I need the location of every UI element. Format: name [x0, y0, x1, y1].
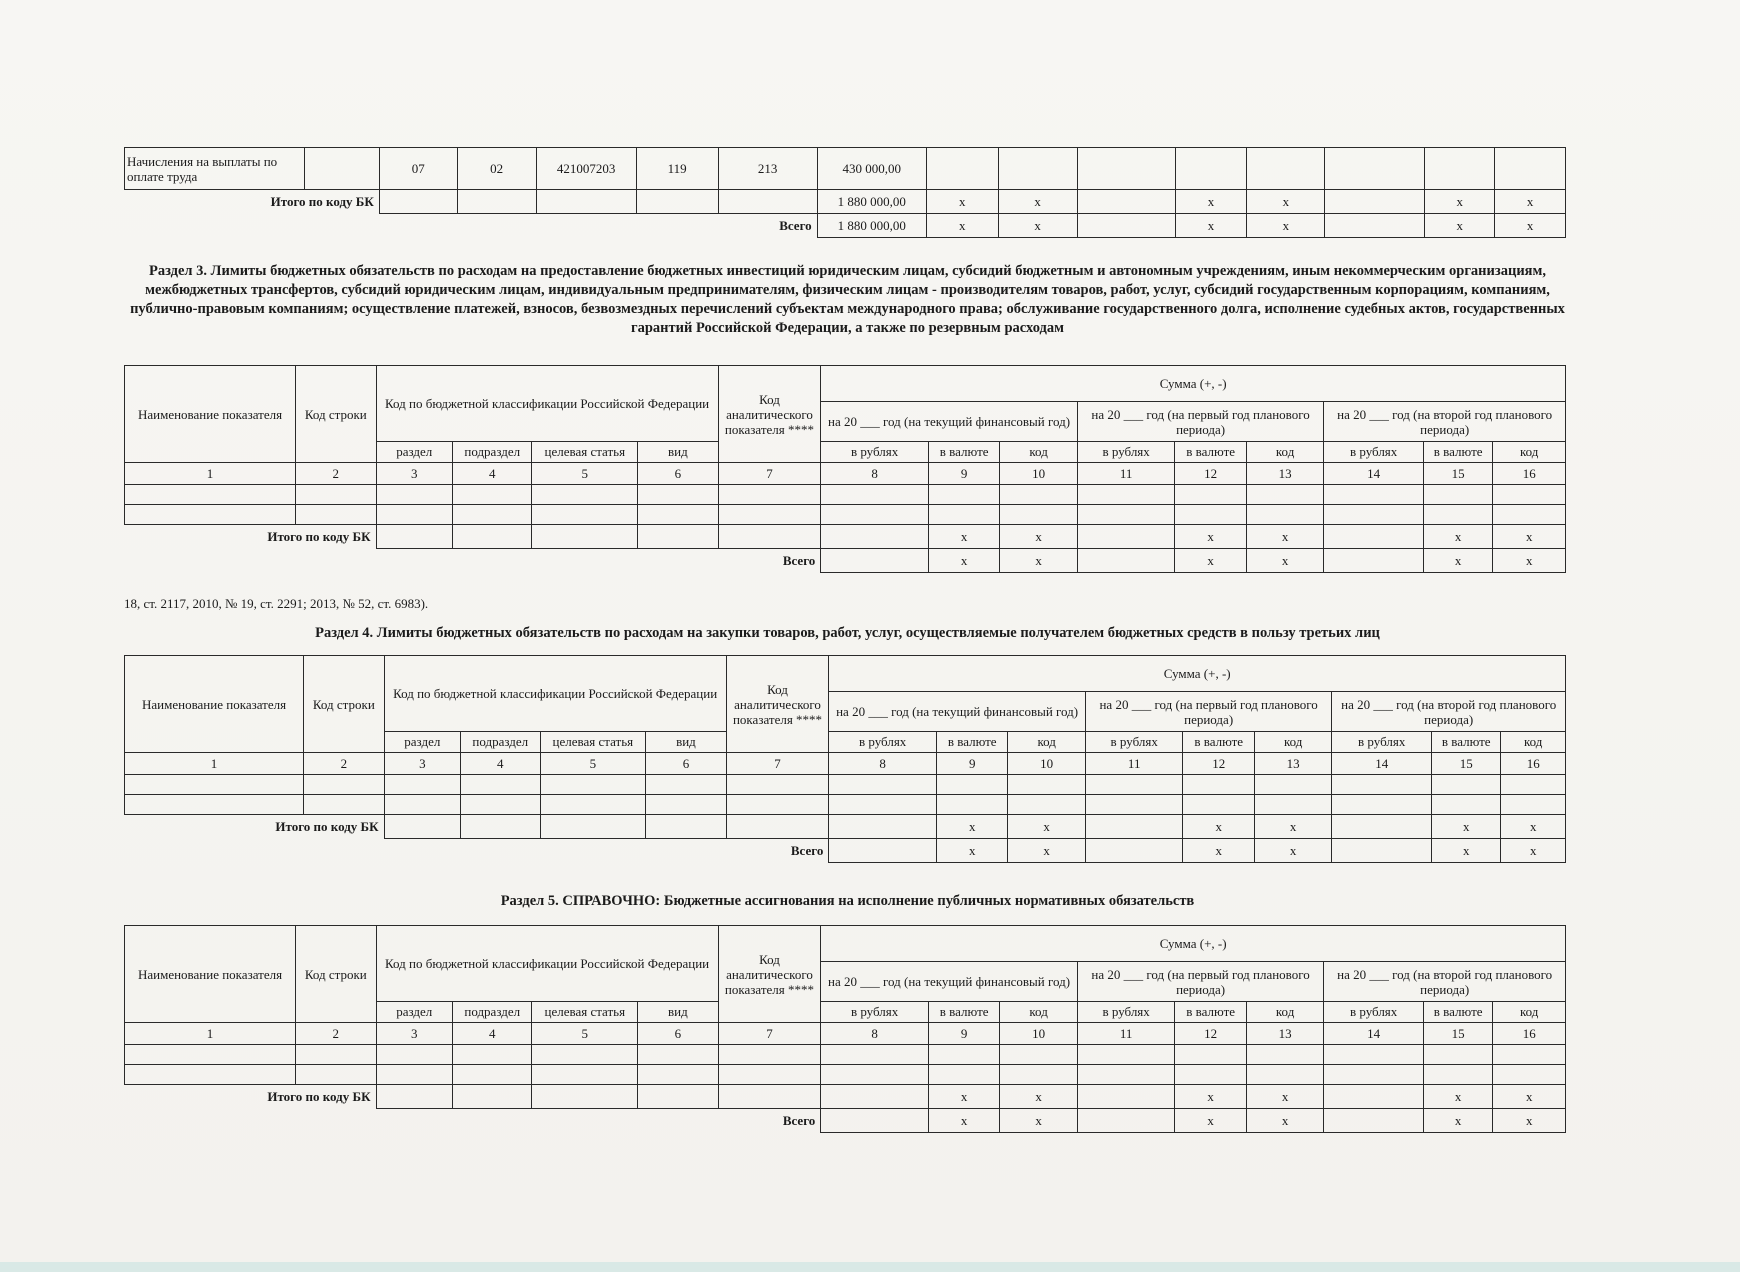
col-num: 1 [125, 463, 296, 485]
col-bk-header: Код по бюджетной классификации Российской Федерации [376, 366, 718, 442]
col-bk-header: Код по бюджетной классификации Российской Федерации [384, 656, 726, 732]
itogo-sum: 1 880 000,00 [817, 190, 926, 214]
vsego-label: Всего [782, 552, 816, 568]
val-header: в валюте [928, 1002, 999, 1023]
val-header: в валюте [1183, 732, 1254, 753]
col-num: 7 [718, 1023, 821, 1045]
x-mark: x [1175, 525, 1246, 549]
col-name-header: Наименование показателя [125, 656, 304, 753]
col-num: 14 [1324, 1023, 1424, 1045]
col-analytic-header: Код аналитического показателя **** [718, 926, 821, 1023]
col-num: 11 [1085, 753, 1183, 775]
col-num: 15 [1423, 1023, 1492, 1045]
x-mark: x [1183, 815, 1254, 839]
podrazdel-header: подраздел [453, 442, 532, 463]
col-num: 16 [1501, 753, 1566, 775]
val-header: в валюте [1175, 442, 1246, 463]
x-mark: x [1246, 525, 1323, 549]
x-mark: x [1493, 1109, 1566, 1133]
celevaya-value: 421007203 [536, 148, 636, 190]
x-mark: x [1254, 815, 1331, 839]
x-mark: x [926, 190, 998, 214]
col-num: 6 [638, 1023, 719, 1045]
x-mark: x [1175, 190, 1247, 214]
val-header: в валюте [936, 732, 1007, 753]
kod-header: код [1000, 442, 1077, 463]
col-num: 16 [1493, 1023, 1566, 1045]
x-mark: x [1247, 214, 1325, 238]
col-num: 5 [540, 753, 646, 775]
vsego-row [125, 549, 1566, 573]
col-num: 10 [1000, 463, 1077, 485]
x-mark: x [936, 839, 1007, 863]
kod-header: код [1246, 1002, 1323, 1023]
section2-tail-table [124, 147, 1566, 238]
footnote-fragment: 18, ст. 2117, 2010, № 19, ст. 2291; 2013, № 52, ст. 6983). [124, 596, 429, 611]
podrazdel-value: 02 [457, 148, 536, 190]
col-num: 12 [1183, 753, 1254, 775]
celevaya-header: целевая статья [532, 1002, 638, 1023]
table-row [125, 148, 1566, 190]
vid-header: вид [646, 732, 727, 753]
rub-header: в рублях [1324, 442, 1424, 463]
year1-header: на 20 ___ год (на текущий финансовый год) [829, 692, 1086, 732]
celevaya-header: целевая статья [540, 732, 646, 753]
vid-header: вид [638, 442, 719, 463]
table-row [125, 1045, 1566, 1065]
x-mark: x [1495, 214, 1566, 238]
year1-header: на 20 ___ год (на текущий финансовый год) [821, 962, 1078, 1002]
column-numbers-row [125, 463, 1566, 485]
year2-header: на 20 ___ год (на первый год планового периода) [1085, 692, 1332, 732]
col-name-header: Наименование показателя [125, 926, 296, 1023]
section5-title: Раздел 5. СПРАВОЧНО: Бюджетные ассигнования на исполнение публичных нормативных обязательств [500, 893, 1195, 909]
vsego-sum: 1 880 000,00 [817, 214, 926, 238]
x-mark: x [1175, 1085, 1246, 1109]
vid-value: 119 [636, 148, 718, 190]
podrazdel-header: подраздел [453, 1002, 532, 1023]
col-num: 11 [1077, 463, 1175, 485]
col-num: 9 [936, 753, 1007, 775]
x-mark: x [1425, 214, 1495, 238]
kod-header: код [1254, 732, 1331, 753]
col-num: 1 [125, 1023, 296, 1045]
col-num: 12 [1175, 1023, 1246, 1045]
x-mark: x [1501, 839, 1566, 863]
col-num: 10 [1000, 1023, 1077, 1045]
vsego-row [125, 1109, 1566, 1133]
col-num: 10 [1008, 753, 1085, 775]
vsego-label: Всего [782, 1112, 816, 1128]
rub-header: в рублях [821, 442, 929, 463]
x-mark: x [1425, 190, 1495, 214]
year2-header: на 20 ___ год (на первый год планового периода) [1077, 402, 1324, 442]
col-code-header: Код строки [296, 366, 376, 463]
col-num: 6 [646, 753, 727, 775]
col-num: 5 [532, 463, 638, 485]
x-mark: x [1000, 525, 1077, 549]
col-bk-header: Код по бюджетной классификации Российской Федерации [376, 926, 718, 1002]
x-mark: x [1008, 839, 1085, 863]
year2-header: на 20 ___ год (на первый год планового периода) [1077, 962, 1324, 1002]
col-num: 2 [296, 463, 376, 485]
x-mark: x [998, 190, 1077, 214]
col-num: 2 [304, 753, 384, 775]
col-num: 3 [376, 463, 452, 485]
col-num: 15 [1432, 753, 1501, 775]
x-mark: x [1000, 549, 1077, 573]
x-mark: x [1493, 1085, 1566, 1109]
col-name-header: Наименование показателя [125, 366, 296, 463]
itogo-label: Итого по коду БК [267, 528, 371, 544]
x-mark: x [1495, 190, 1566, 214]
kod-header: код [1501, 732, 1566, 753]
x-mark: x [1423, 1109, 1492, 1133]
x-mark: x [1175, 1109, 1246, 1133]
col-num: 7 [718, 463, 821, 485]
itogo-label: Итого по коду БК [270, 193, 374, 209]
itogo-row [125, 525, 1566, 549]
kod-header: код [1000, 1002, 1077, 1023]
itogo-label: Итого по коду БК [267, 1088, 371, 1104]
col-num: 3 [384, 753, 460, 775]
rub-header: в рублях [1085, 732, 1183, 753]
x-mark: x [1000, 1085, 1077, 1109]
x-mark: x [1246, 1109, 1323, 1133]
col-num: 15 [1423, 463, 1492, 485]
section5-table [124, 925, 1566, 1133]
year1-header: на 20 ___ год (на текущий финансовый год) [821, 402, 1078, 442]
col-num: 5 [532, 1023, 638, 1045]
col-num: 1 [125, 753, 304, 775]
col-num: 9 [928, 463, 999, 485]
val-header: в валюте [1423, 442, 1492, 463]
x-mark: x [936, 815, 1007, 839]
table-row [125, 775, 1566, 795]
col-num: 7 [726, 753, 829, 775]
col-num: 11 [1077, 1023, 1175, 1045]
kod-header: код [1493, 1002, 1566, 1023]
x-mark: x [1246, 549, 1323, 573]
table-row [125, 795, 1566, 815]
x-mark: x [1246, 1085, 1323, 1109]
col-analytic-header: Код аналитического показателя **** [718, 366, 821, 463]
x-mark: x [928, 1085, 999, 1109]
x-mark: x [1175, 549, 1246, 573]
x-mark: x [1008, 815, 1085, 839]
vid-header: вид [638, 1002, 719, 1023]
razdel-header: раздел [384, 732, 460, 753]
x-mark: x [1254, 839, 1331, 863]
section4-title: Раздел 4. Лимиты бюджетных обязательств по расходам на закупки товаров, работ, услуг, осуществляемые получателем бюджетных средств в пользу третьих лиц [315, 625, 1380, 641]
x-mark: x [998, 214, 1077, 238]
col-num: 8 [829, 753, 937, 775]
x-mark: x [1432, 839, 1501, 863]
col-num: 4 [453, 463, 532, 485]
rub-header: в рублях [1332, 732, 1432, 753]
column-numbers-row [125, 753, 1566, 775]
row-name: Начисления на выплаты по оплате труда [125, 148, 305, 190]
col-sum-header: Сумма (+, -) [821, 366, 1566, 402]
x-mark: x [1423, 525, 1492, 549]
col-num: 4 [461, 753, 540, 775]
x-mark: x [928, 525, 999, 549]
rub-header: в рублях [821, 1002, 929, 1023]
itogo-row [125, 190, 1566, 214]
val-header: в валюте [1175, 1002, 1246, 1023]
col-num: 2 [296, 1023, 376, 1045]
val-header: в валюте [928, 442, 999, 463]
itogo-row [125, 1085, 1566, 1109]
x-mark: x [1493, 525, 1566, 549]
col-sum-header: Сумма (+, -) [821, 926, 1566, 962]
col-num: 8 [821, 463, 929, 485]
kod-header: код [1246, 442, 1323, 463]
col-num: 9 [928, 1023, 999, 1045]
kosgu-value: 213 [718, 148, 817, 190]
col-num: 12 [1175, 463, 1246, 485]
x-mark: x [1432, 815, 1501, 839]
vsego-label: Всего [790, 842, 824, 858]
col-num: 13 [1246, 463, 1323, 485]
x-mark: x [1501, 815, 1566, 839]
rub-header: в рублях [829, 732, 937, 753]
val-header: в валюте [1432, 732, 1501, 753]
kod-header: код [1493, 442, 1566, 463]
x-mark: x [928, 549, 999, 573]
razdel-header: раздел [376, 442, 452, 463]
razdel-header: раздел [376, 1002, 452, 1023]
x-mark: x [1423, 549, 1492, 573]
col-num: 3 [376, 1023, 452, 1045]
table-row [125, 1065, 1566, 1085]
col-code-header: Код строки [296, 926, 376, 1023]
x-mark: x [1175, 214, 1247, 238]
x-mark: x [1000, 1109, 1077, 1133]
vsego-label: Всего [779, 217, 812, 233]
vsego-row [125, 839, 1566, 863]
col-num: 13 [1254, 753, 1331, 775]
col-num: 14 [1332, 753, 1432, 775]
x-mark: x [1247, 190, 1325, 214]
year3-header: на 20 ___ год (на второй год планового периода) [1332, 692, 1566, 732]
section4-table [124, 655, 1566, 863]
val-header: в валюте [1423, 1002, 1492, 1023]
celevaya-header: целевая статья [532, 442, 638, 463]
itogo-label: Итого по коду БК [275, 818, 379, 834]
year3-header: на 20 ___ год (на второй год планового периода) [1324, 962, 1566, 1002]
col-num: 4 [453, 1023, 532, 1045]
section3-table [124, 365, 1566, 573]
col-num: 6 [638, 463, 719, 485]
col-num: 8 [821, 1023, 929, 1045]
podrazdel-header: подраздел [461, 732, 540, 753]
rub-header: в рублях [1077, 442, 1175, 463]
itogo-row [125, 815, 1566, 839]
col-sum-header: Сумма (+, -) [829, 656, 1566, 692]
x-mark: x [1423, 1085, 1492, 1109]
kod-header: код [1008, 732, 1085, 753]
scan-edge [0, 1262, 1740, 1272]
x-mark: x [1493, 549, 1566, 573]
col-num: 14 [1324, 463, 1424, 485]
table-row [125, 485, 1566, 505]
col-num: 13 [1246, 1023, 1323, 1045]
col-num: 16 [1493, 463, 1566, 485]
col-analytic-header: Код аналитического показателя **** [726, 656, 829, 753]
x-mark: x [928, 1109, 999, 1133]
column-numbers-row [125, 1023, 1566, 1045]
vsego-row [125, 214, 1566, 238]
section3-title: Раздел 3. Лимиты бюджетных обязательств по расходам на предоставление бюджетных инвестиций юридическим лицам, субсидий бюджетным и автономным учреждениям, иным некоммерческим организациям, межбюджетных трансфертов, субсидий юридическим лицам, индивидуальным предпринимателям, физическим лицам - производителям товаров, работ, услуг, субсидий государственным корпорациям, компаниям, публично-правовым компаниям; осуществление платежей, взносов, безвозмездных перечислений субъектам международного права; обслуживание государственного долга, исполнение судебных актов, государственных гарантий Российской Федерации, а также по резервным расходам [130, 263, 1565, 336]
rub-header: в рублях [1077, 1002, 1175, 1023]
col-code-header: Код строки [304, 656, 384, 753]
razdel-value: 07 [379, 148, 457, 190]
table-row [125, 505, 1566, 525]
x-mark: x [926, 214, 998, 238]
x-mark: x [1183, 839, 1254, 863]
year3-header: на 20 ___ год (на второй год планового периода) [1324, 402, 1566, 442]
sum-value: 430 000,00 [817, 148, 926, 190]
rub-header: в рублях [1324, 1002, 1424, 1023]
